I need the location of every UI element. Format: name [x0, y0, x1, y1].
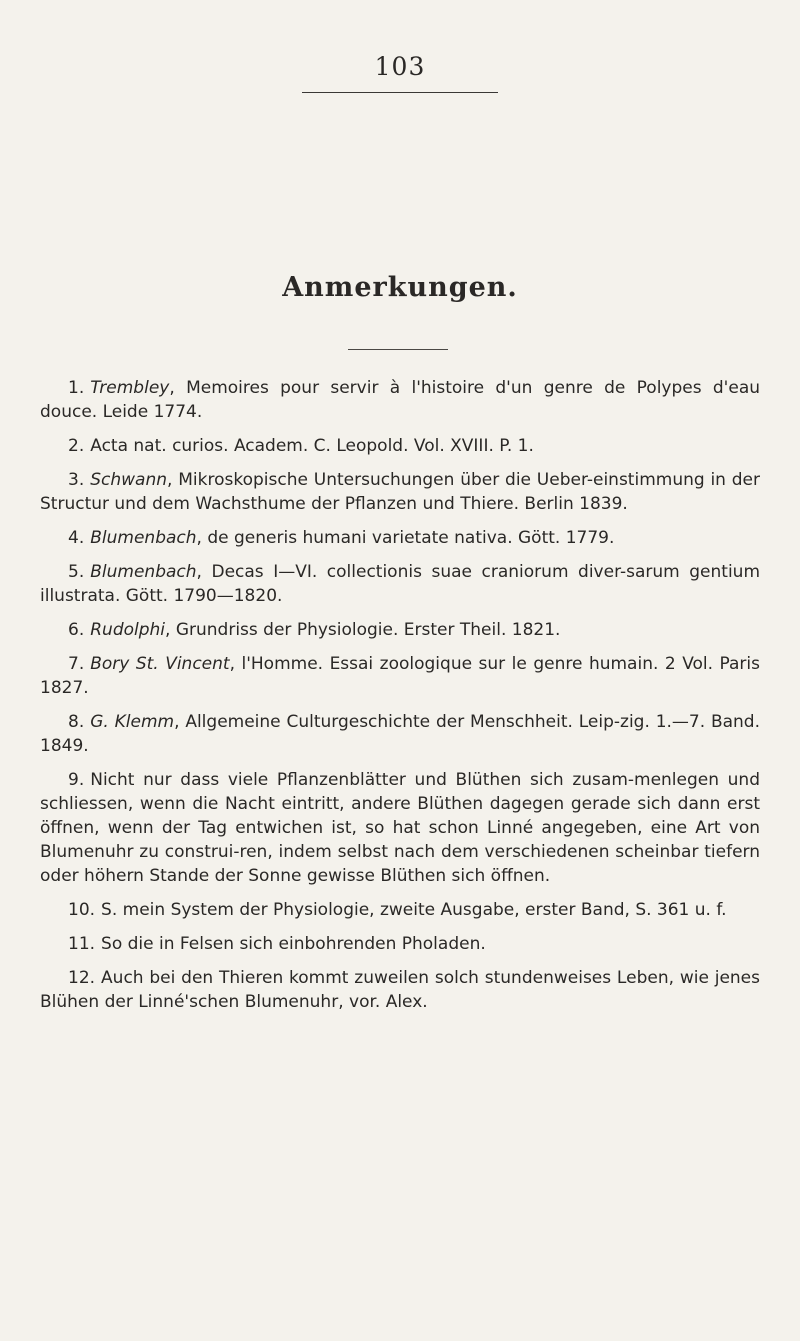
- note-author: Blumenbach ,: [90, 528, 207, 548]
- note-5: [0, 560, 800, 608]
- note-10: [0, 898, 800, 922]
- note-text: Mikroskopische Untersuchungen über die Ueber-einstimmung in der Structur und dem Wachsthume der Pflanzen und Thiere. Berlin 1839.: [40, 470, 761, 514]
- note-number: 3.: [68, 470, 85, 490]
- note-number: 7.: [68, 654, 85, 674]
- note-number: 11.: [68, 934, 96, 954]
- note-text: Auch bei den Thieren kommt zuweilen solch stundenweises Leben, wie jenes Blühen der Linné'schen Blumenuhr, vor. Alex.: [40, 968, 760, 1012]
- heading-divider: [348, 349, 448, 350]
- note-author: Bory St. Vincent ,: [90, 654, 241, 674]
- note-number: 5.: [68, 562, 85, 582]
- note-number: 8.: [68, 712, 85, 732]
- note-author: G. Klemm ,: [90, 712, 185, 732]
- notes-list: [0, 376, 800, 1024]
- note-4: [0, 526, 800, 550]
- note-author: Blumenbach ,: [90, 562, 211, 582]
- note-11: [0, 932, 800, 956]
- note-text: Acta nat. curios. Academ. C. Leopold. Vol. XVIII. P. 1.: [90, 436, 534, 456]
- note-text: Decas I—VI. collectionis suae craniorum diver-sarum gentium illustrata. Gött. 1790—1820.: [40, 562, 760, 606]
- note-6: [0, 618, 800, 642]
- note-author: Schwann ,: [90, 470, 178, 490]
- note-number: 9.: [68, 770, 85, 790]
- note-number: 2.: [68, 436, 85, 456]
- note-author: Trembley ,: [90, 378, 186, 398]
- note-text: Memoires pour servir à l'histoire d'un genre de Polypes d'eau douce. Leide 1774.: [40, 378, 761, 422]
- note-text: S. mein System der Physiologie, zweite Ausgabe, erster Band, S. 361 u. f.: [101, 900, 727, 920]
- note-text: l'Homme. Essai zoologique sur le genre humain. 2 Vol. Paris 1827.: [40, 654, 761, 698]
- note-2: [0, 434, 800, 458]
- note-12: [0, 966, 800, 1014]
- note-text: Grundriss der Physiologie. Erster Theil. 1821.: [175, 620, 561, 640]
- note-text: Allgemeine Culturgeschichte der Menschheit. Leip-zig. 1.—7. Band. 1849.: [40, 712, 760, 756]
- note-number: 1.: [68, 378, 85, 398]
- note-7: [0, 652, 800, 700]
- note-1: [0, 376, 800, 424]
- note-number: 4.: [68, 528, 85, 548]
- note-number: 6.: [68, 620, 85, 640]
- note-number: 12.: [68, 968, 96, 988]
- note-number: 10.: [68, 900, 96, 920]
- note-text: de generis humani varietate nativa. Gött. 1779.: [207, 528, 615, 548]
- section-heading: Anmerkungen.: [282, 272, 518, 303]
- note-text: Nicht nur dass viele Pflanzenblätter und Blüthen sich zusam-menlegen und schliessen, wenn die Nacht eintritt, andere Blüthen dagegen gerade sich dann erst öffnen, wenn der Tag entwichen ist, so hat schon Linné angegeben, eine Art von Blumenuhr zu construi-ren, indem selbst nach dem verschiedenen scheinbar tiefern oder höhern Stande der Sonne gewisse Blüthen sich öffnen.: [40, 770, 760, 886]
- note-8: [0, 710, 800, 758]
- header-rule: [302, 92, 498, 93]
- page-number: 103: [374, 52, 426, 81]
- note-3: [0, 468, 800, 516]
- note-text: So die in Felsen sich einbohrenden Pholaden.: [101, 934, 486, 954]
- note-author: Rudolphi ,: [90, 620, 176, 640]
- note-9: [0, 768, 800, 888]
